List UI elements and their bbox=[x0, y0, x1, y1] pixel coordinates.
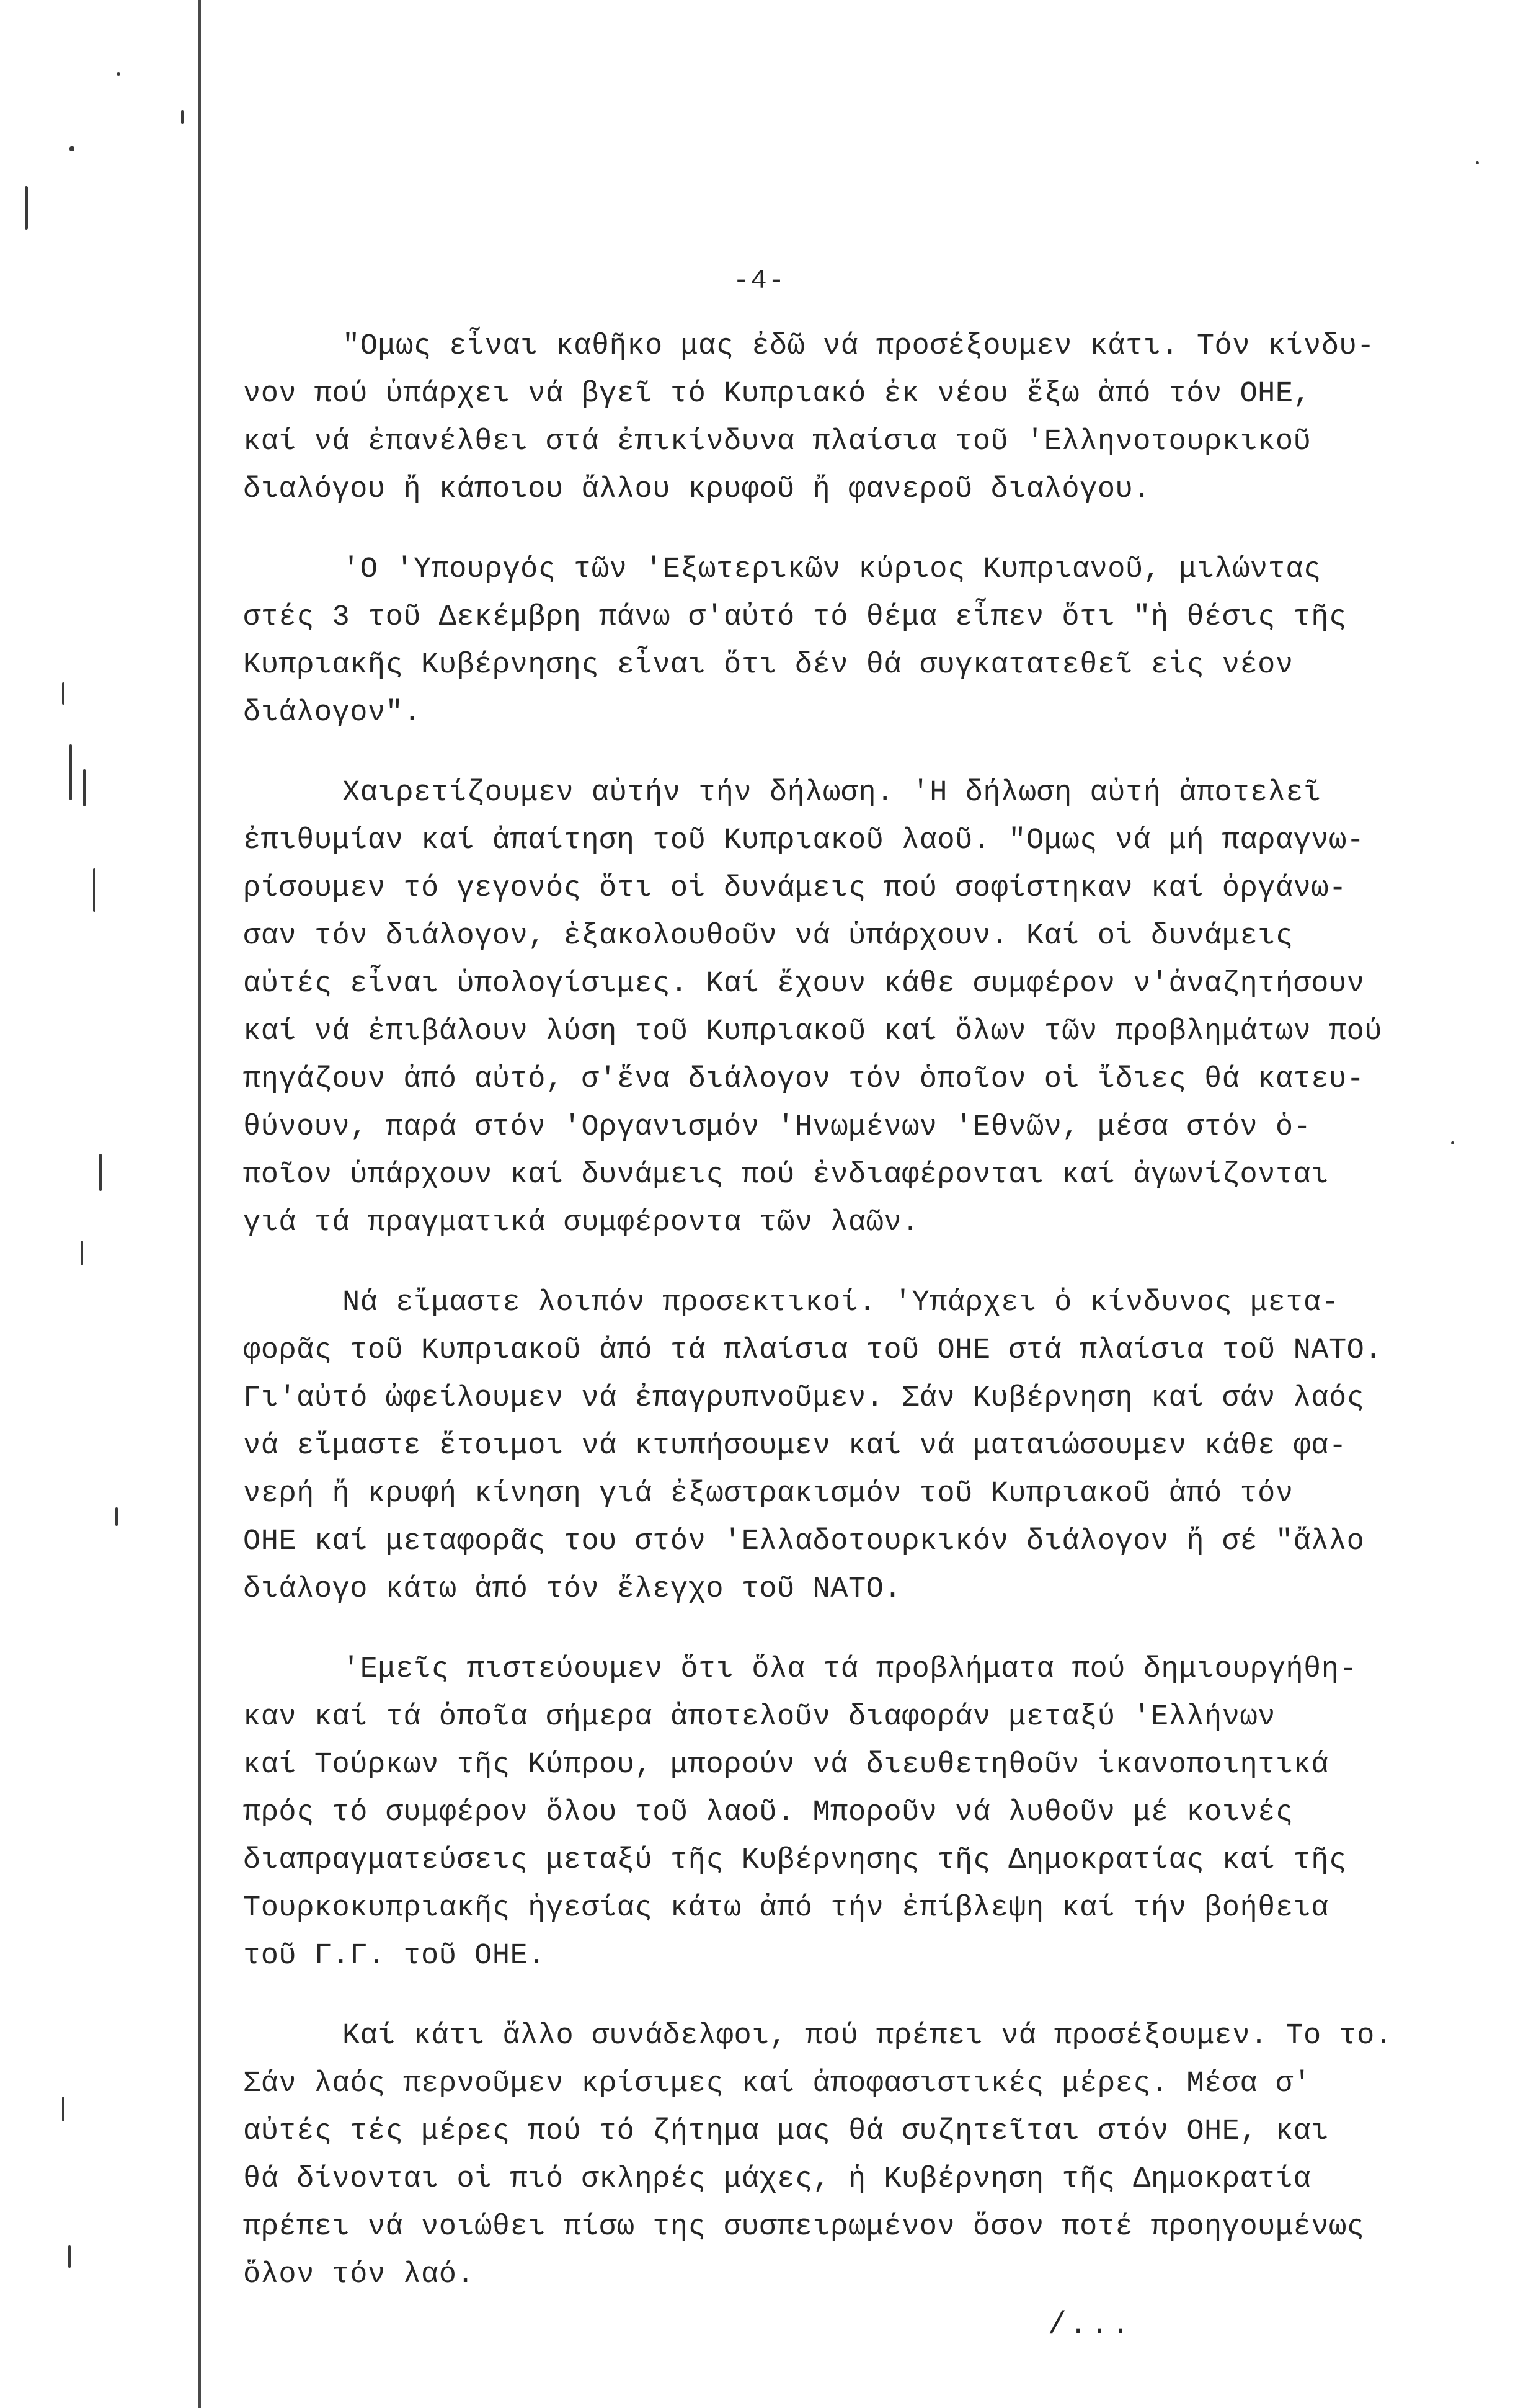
paragraph-1 bbox=[243, 323, 1477, 514]
text-line: διαπραγματεύσεις μεταξύ τῆς Κυβέρνησης τῆς Δημοκρατίας καί τῆς bbox=[243, 1844, 1347, 1877]
text-line: στές 3 τοῦ Δεκέμβρη πάνω σ'αὐτό τό θέμα εἶπεν ὅτι "ἡ θέσις τῆς bbox=[243, 601, 1347, 634]
text-line: 'Εμεῖς πιστεύουμεν ὅτι ὅλα τά προβλήματα πού δημιουργήθη- bbox=[342, 1653, 1357, 1686]
text-line: καί Τούρκων τῆς Κύπρου, μπορούν νά διευθετηθοῦν ἱκανοποιητικά bbox=[243, 1749, 1329, 1781]
text-line: θύνουν, παρά στόν 'Οργανισμόν 'Ηνωμένων 'Εθνῶν, μέσα στόν ὁ- bbox=[243, 1111, 1312, 1144]
scan-speck bbox=[117, 72, 120, 76]
text-line: διάλογο κάτω ἀπό τόν ἔλεγχο τοῦ ΝΑΤΟ. bbox=[243, 1573, 902, 1606]
text-line: ΟΗΕ καί μεταφορᾶς του στόν 'Ελλαδοτουρκικόν διάλογον ἤ σέ "ἄλλο bbox=[243, 1525, 1365, 1558]
paragraph-3 bbox=[243, 769, 1477, 1247]
text-line: θά δίνονται οἱ πιό σκληρές μάχες, ἡ Κυβέρνηση τῆς Δημοκρατία bbox=[243, 2163, 1312, 2196]
scan-speck bbox=[68, 2245, 71, 2268]
scan-speck bbox=[62, 2097, 64, 2121]
text-line: καί νά ἐπανέλθει στά ἐπικίνδυνα πλαίσια τοῦ 'Ελληνοτουρκικοῦ bbox=[243, 426, 1312, 458]
paragraph-5 bbox=[243, 1646, 1477, 1980]
text-line: ὅλον τόν λαό. bbox=[243, 2259, 475, 2291]
scan-speck bbox=[83, 769, 86, 806]
text-line: διάλογον". bbox=[243, 697, 422, 729]
text-line: ποῖον ὑπάρχουν καί δυνάμεις πού ἐνδιαφέρονται καί ἀγωνίζονται bbox=[243, 1159, 1329, 1192]
text-line: διαλόγου ἤ κάποιου ἄλλου κρυφοῦ ἤ φανεροῦ διαλόγου. bbox=[243, 473, 1151, 506]
paragraph-2 bbox=[243, 546, 1477, 737]
left-margin-line bbox=[198, 0, 201, 2408]
text-line: σαν τόν διάλογον, ἐξακολουθοῦν νά ὑπάρχουν. Καί οἱ δυνάμεις bbox=[243, 920, 1294, 953]
continuation-mark: /... bbox=[1048, 2308, 1133, 2343]
text-line: ρίσουμεν τό γεγονός ὅτι οἱ δυνάμεις πού σοφίστηκαν καί ὀργάνω- bbox=[243, 872, 1347, 905]
scan-speck bbox=[69, 146, 74, 151]
text-line: Γι'αὐτό ὠφείλουμεν νά ἐπαγρυπνοῦμεν. Σάν Κυβέρνηση καί σάν λαός bbox=[243, 1382, 1365, 1415]
scan-speck bbox=[69, 744, 72, 800]
scan-speck bbox=[115, 1507, 118, 1526]
text-line: "Ομως εἶναι καθῆκο μας ἐδῶ νά προσέξουμεν κάτι. Τόν κίνδυ- bbox=[342, 330, 1375, 363]
text-line: νερή ἤ κρυφή κίνηση γιά ἐξωστρακισμόν τοῦ Κυπριακοῦ ἀπό τόν bbox=[243, 1478, 1294, 1510]
text-line: 'Ο 'Υπουργός τῶν 'Εξωτερικῶν κύριος Κυπριανοῦ, μιλώντας bbox=[342, 553, 1321, 586]
paragraph-4 bbox=[243, 1279, 1477, 1613]
text-line: νον πού ὑπάρχει νά βγεῖ τό Κυπριακό ἐκ νέου ἔξω ἀπό τόν ΟΗΕ, bbox=[243, 378, 1312, 411]
text-line: καν καί τά ὁποῖα σήμερα ἀποτελοῦν διαφοράν μεταξύ 'Ελλήνων bbox=[243, 1701, 1276, 1734]
text-line: Καί κάτι ἄλλο συνάδελφοι, πού πρέπει νά προσέξουμεν. Το το. bbox=[342, 2020, 1393, 2053]
scan-speck bbox=[1476, 161, 1479, 164]
text-line: φορᾶς τοῦ Κυπριακοῦ ἀπό τά πλαίσια τοῦ ΟΗΕ στά πλαίσια τοῦ ΝΑΤΟ. bbox=[243, 1334, 1383, 1367]
scan-speck bbox=[93, 868, 95, 912]
text-line: τοῦ Γ.Γ. τοῦ ΟΗΕ. bbox=[243, 1940, 546, 1973]
text-line: Νά εἴμαστε λοιπόν προσεκτικοί. 'Υπάρχει ὁ κίνδυνος μετα- bbox=[342, 1286, 1339, 1319]
text-line: νά εἴμαστε ἕτοιμοι νά κτυπήσουμεν καί νά ματαιώσουμεν κάθε φα- bbox=[243, 1430, 1347, 1463]
text-line: καί νά ἐπιβάλουν λύση τοῦ Κυπριακοῦ καί ὅλων τῶν προβλημάτων πού bbox=[243, 1015, 1383, 1048]
paragraph-6 bbox=[243, 2012, 1477, 2299]
text-line: Τουρκοκυπριακῆς ἡγεσίας κάτω ἀπό τήν ἐπίβλεψη καί τήν βοήθεια bbox=[243, 1892, 1329, 1925]
text-line: πηγάζουν ἀπό αὐτό, σ'ἕνα διάλογον τόν ὁποῖον οἱ ἴδιες θά κατευ- bbox=[243, 1063, 1365, 1096]
text-line: Σάν λαός περνοῦμεν κρίσιμες καί ἀποφασιστικές μέρες. Μέσα σ' bbox=[243, 2067, 1312, 2100]
text-line: αὐτές τές μέρες πού τό ζήτημα μας θά συζητεῖται στόν ΟΗΕ, και bbox=[243, 2115, 1329, 2148]
text-line: αὐτές εἶναι ὑπολογίσιμες. Καί ἔχουν κάθε συμφέρον ν'ἀναζητήσουν bbox=[243, 968, 1365, 1001]
scan-speck bbox=[25, 186, 28, 230]
page-number: -4- bbox=[733, 265, 786, 297]
text-line: Κυπριακῆς Κυβέρνησης εἶναι ὅτι δέν θά συγκατατεθεῖ εἰς νέον bbox=[243, 649, 1294, 682]
scan-speck bbox=[62, 682, 64, 705]
body-text bbox=[243, 323, 1477, 2331]
text-line: ἐπιθυμίαν καί ἀπαίτηση τοῦ Κυπριακοῦ λαοῦ. "Ομως νά μή παραγνω- bbox=[243, 824, 1365, 857]
text-line: πρός τό συμφέρον ὅλου τοῦ λαοῦ. Μποροῦν νά λυθοῦν μέ κοινές bbox=[243, 1796, 1294, 1829]
text-line: γιά τά πραγματικά συμφέροντα τῶν λαῶν. bbox=[243, 1206, 920, 1239]
scan-speck bbox=[99, 1154, 102, 1191]
text-line: πρέπει νά νοιώθει πίσω της συσπειρωμένον ὅσον ποτέ προηγουμένως bbox=[243, 2211, 1365, 2244]
scan-speck bbox=[81, 1241, 83, 1265]
scan-speck bbox=[181, 110, 184, 124]
text-line: Χαιρετίζουμεν αὐτήν τήν δήλωση. 'Η δήλωση αὐτή ἀποτελεῖ bbox=[342, 777, 1321, 809]
